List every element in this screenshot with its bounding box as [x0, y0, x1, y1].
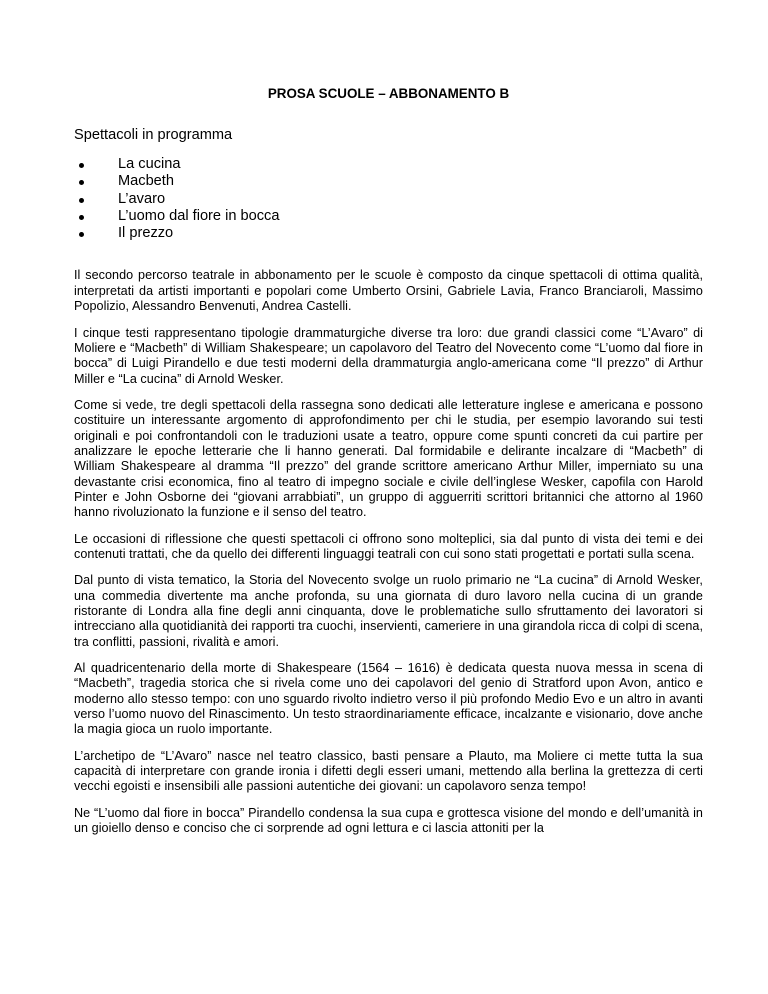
paragraph: I cinque testi rappresentano tipologie drammaturgiche diverse tra loro: due grandi classici come “L’Avaro” di Moliere e “Macbeth” di William Shakespeare; un capolavoro del Teatro del Novecento come “L’uomo dal fiore in bocca” di Luigi Pirandello e due testi moderni della drammaturgia anglo-americana come “Il prezzo” di Arthur Miller e “La cucina” di Arnold Wesker. [74, 325, 703, 386]
bullet-icon [79, 180, 84, 185]
list-item [74, 191, 703, 208]
list-item [74, 156, 703, 173]
show-title: L’uomo dal fiore in bocca [118, 207, 280, 224]
document-page [74, 86, 703, 847]
bullet-icon [79, 198, 84, 203]
paragraph: Il secondo percorso teatrale in abbonamento per le scuole è composto da cinque spettacoli di ottima qualità, interpretati da artisti importanti e popolari come Umberto Orsini, Gabriele Lavia, Franco Branciaroli, Massimo Popolizio, Alessandro Benvenuti, Andrea Castelli. [74, 268, 703, 314]
show-list [74, 156, 703, 242]
bullet-icon [79, 232, 84, 237]
paragraph: Dal punto di vista tematico, la Storia del Novecento svolge un ruolo primario ne “La cucina” di Arnold Wesker, una commedia divertente ma anche profonda, su una giornata di duro lavoro nella cucina di un grande ristorante di Londra alla fine degli anni cinquanta, dove le problematiche sullo sfruttamento dei lavoratori si intrecciano alla quotidianità dei rapporti tra cuochi, inservienti, cameriere in una girandola ricca di colpi di scena, tra conflitti, passioni, rivalità e amori. [74, 573, 703, 649]
paragraph: Al quadricentenario della morte di Shakespeare (1564 – 1616) è dedicata questa nuova messa in scena di “Macbeth”, tragedia storica che si rivela come uno dei capolavori del genio di Stratford upon Avon, antico e moderno allo stesso tempo: con uno sguardo rivolto indietro verso il più profondo Medio Evo e un altro in avanti verso l’uomo nuovo del Rinascimento. Un testo straordinariamente efficace, incalzante e visionario, dove anche la magia gioca un ruolo importante. [74, 661, 703, 737]
show-title: La cucina [118, 156, 181, 172]
show-title: Macbeth [118, 173, 174, 190]
document-title: PROSA SCUOLE – ABBONAMENTO B [267, 86, 510, 101]
show-title: L’avaro [118, 190, 166, 207]
list-item [74, 208, 703, 225]
paragraph: Le occasioni di riflessione che questi spettacoli ci offrono sono molteplici, sia dal punto di vista dei temi e dei contenuti trattati, che da quello dei differenti linguaggi teatrali con cui sono stati progettati e portati sulla scena. [74, 531, 703, 561]
list-item [74, 225, 703, 242]
bullet-icon [79, 215, 84, 220]
bullet-icon [79, 163, 84, 168]
section-heading: Spettacoli in programma [74, 127, 233, 143]
paragraph: L’archetipo de “L’Avaro” nasce nel teatro classico, basti pensare a Plauto, ma Moliere ci mette tutta la sua capacità di interpretare con grande ironia i difetti degli esseri umani, mettendo alla berlina la grettezza di certi vecchi egoisti e insensibili alle passioni autentiche dei giovani: un capolavoro senza tempo! [74, 748, 703, 794]
paragraph: Ne “L’uomo dal fiore in bocca” Pirandello condensa la sua cupa e grottesca visione del mondo e dell’umanità in un gioiello denso e conciso che ci sorprende ad ogni lettura e ci lascia attoniti per la [74, 805, 703, 836]
show-title: Il prezzo [118, 225, 174, 242]
list-item [74, 173, 703, 190]
paragraph: Come si vede, tre degli spettacoli della rassegna sono dedicati alle letterature inglese e americana e possono costituire un interessante argomento di approfondimento per chi le studia, per esempio lavorando sui testi originali e poi confrontandoli con le traduzioni usate a teatro, oppure come spunti concreti da cui partire per analizzare le epoche letterarie che li hanno generati. Dal formidabile e delirante incalzare di “Macbeth” di William Shakespeare al dramma “Il prezzo” del grande scrittore americano Arthur Miller, imperniato su una devastante crisi economica, fino al teatro di impegno sociale e civile dell’inglese Wesker, capofila con Harold Pinter e John Osborne dei “giovani arrabbiati”, un gruppo di agguerriti scrittori britannici che attorno al 1960 hanno rivoluzionato la funzione e il senso del teatro. [74, 397, 703, 520]
